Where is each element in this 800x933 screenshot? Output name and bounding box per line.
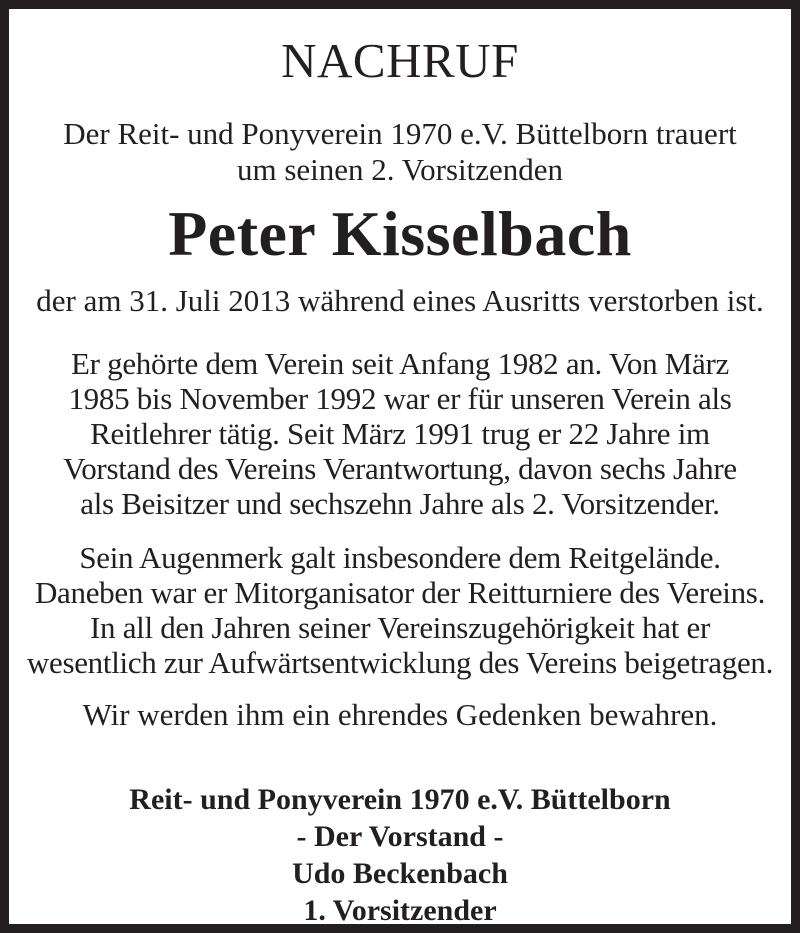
intro-line: um seinen 2. Vorsitzenden bbox=[236, 152, 564, 187]
paragraph-line: Daneben war er Mitorganisator der Reitturniere des Vereins. bbox=[34, 575, 766, 610]
closing-remembrance-line: Wir werden ihm ein ehrendes Gedenken bewahren. bbox=[82, 697, 718, 732]
paragraph-line: Er gehörte dem Verein seit Anfang 1982 an. Von März bbox=[71, 346, 729, 381]
paragraph-line: 1985 bis November 1992 war er für unseren Verein als bbox=[68, 381, 732, 416]
intro-line: Der Reit- und Ponyverein 1970 e.V. Büttelborn trauert bbox=[63, 116, 737, 151]
paragraph-line: Sein Augenmerk galt insbesondere dem Reitgelände. bbox=[79, 540, 721, 575]
obituary-title: NACHRUF bbox=[281, 33, 519, 88]
membership-history-paragraph bbox=[17, 346, 783, 521]
contributions-paragraph bbox=[17, 540, 783, 680]
intro-block bbox=[17, 116, 783, 188]
paragraph-line: In all den Jahren seiner Vereinszugehörigkeit hat er bbox=[90, 610, 710, 645]
signature-block bbox=[17, 781, 783, 929]
paragraph-line: wesentlich zur Aufwärtsentwicklung des Vereins beigetragen. bbox=[26, 645, 774, 680]
signature-chairman-name: Udo Beckenbach bbox=[292, 857, 508, 890]
paragraph-line: Vorstand des Vereins Verantwortung, davon sechs Jahre bbox=[63, 451, 737, 486]
signature-board-label: - Der Vorstand - bbox=[296, 820, 504, 853]
deceased-name: Peter Kisselbach bbox=[168, 198, 632, 269]
death-circumstance-line: der am 31. Juli 2013 während eines Ausritts verstorben ist. bbox=[36, 283, 764, 318]
paragraph-line: als Beisitzer und sechszehn Jahre als 2. Vorsitzender. bbox=[80, 486, 720, 521]
signature-club-name: Reit- und Ponyverein 1970 e.V. Büttelborn bbox=[129, 783, 671, 816]
signature-chairman-title: 1. Vorsitzender bbox=[303, 894, 497, 927]
obituary-content bbox=[9, 35, 791, 929]
paragraph-line: Reitlehrer tätig. Seit März 1991 trug er 22 Jahre im bbox=[90, 416, 710, 451]
